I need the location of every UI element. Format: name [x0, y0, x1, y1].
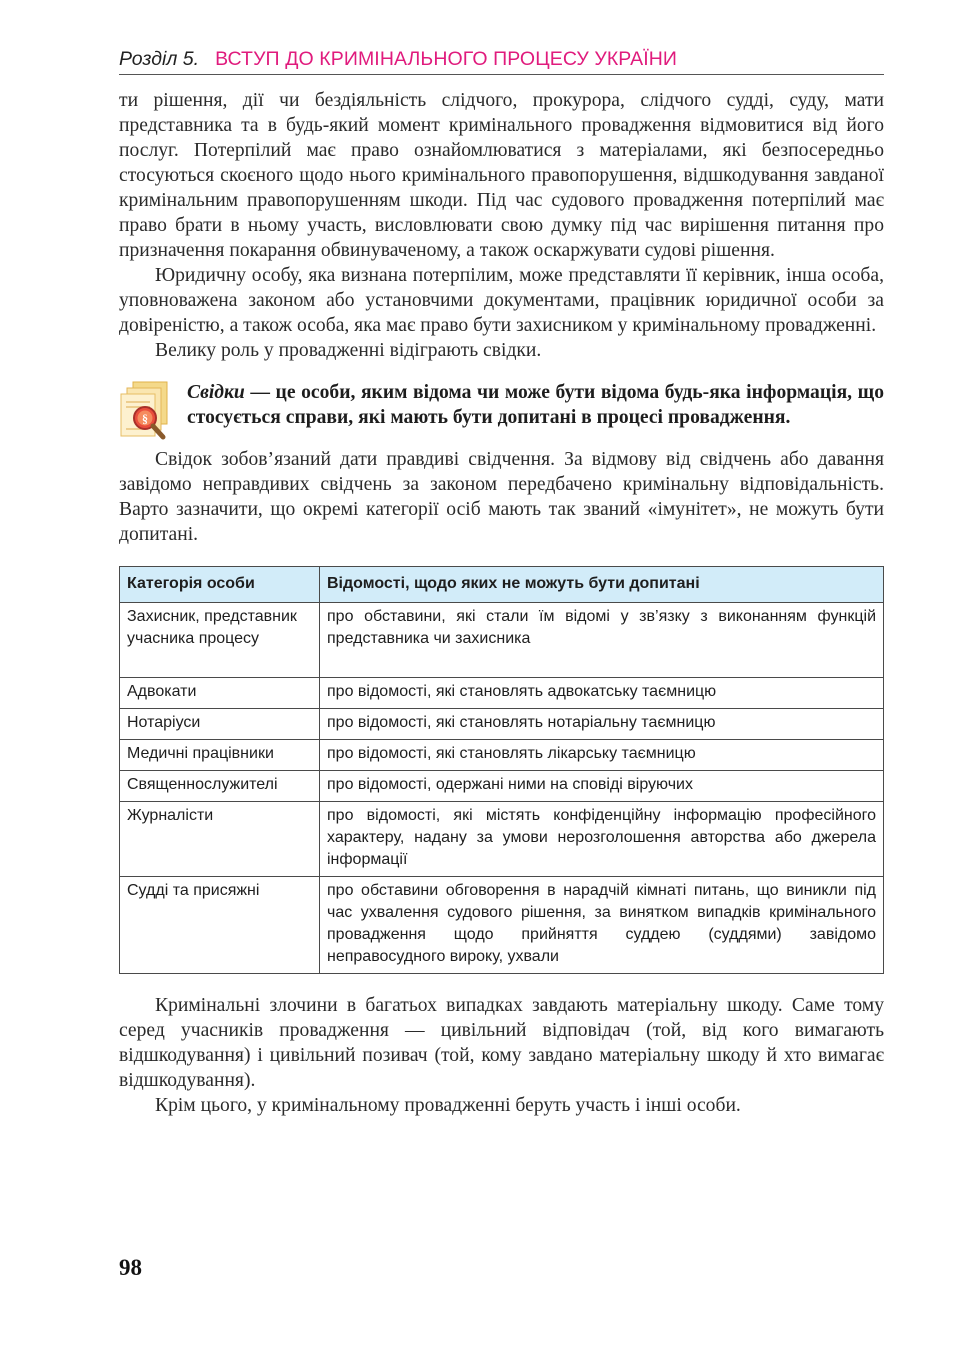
body-text-2: [119, 447, 884, 547]
table-cell-category: Судді та присяжні: [120, 877, 320, 974]
table-row: [120, 740, 884, 771]
table-row: [120, 771, 884, 802]
table-row: [120, 678, 884, 709]
definition-term: Свідки: [187, 382, 245, 403]
table-cell-info: про відомості, одержані ними на сповіді віруючих: [320, 771, 884, 802]
table-row: [120, 709, 884, 740]
page: [119, 44, 884, 1118]
paragraph-2: Юридичну особу, яка визнана потерпілим, може представляти її керівник, інша особа, уповноважена законом або установчими документами, працівник юридичної особи за довіреністю, а також особа, яка має право бути захисником у кримінальному провадженні.: [119, 265, 884, 336]
svg-text:§: §: [142, 411, 148, 426]
table-cell-info: про відомості, які містять конфіденційну інформацію професійного характеру, надану за умови нерозголошення авторства або джерела інформації: [320, 802, 884, 877]
definition-text: — це особи, яким відома чи може бути відома будь-яка інформація, що стосується справи, які мають бути допитані в процесі провадження.: [187, 382, 884, 428]
body-text-3: [119, 993, 884, 1118]
paragraph-3: Велику роль у провадженні відіграють свідки.: [155, 340, 542, 361]
page-number: 98: [119, 1255, 142, 1280]
table-cell-category: Журналісти: [120, 802, 320, 877]
table-cell-info: про обставини, які стали їм відомі у зв’язку з виконанням функцій представника чи захисника: [320, 603, 884, 678]
table-header-category: Категорія особи: [120, 567, 320, 603]
table-row: [120, 603, 884, 678]
table-cell-info: про відомості, які становлять нотаріальну таємницю: [320, 709, 884, 740]
definition-box: [119, 380, 884, 430]
paragraph-1: ти рішення, дії чи бездіяльність слідчого, прокурора, слідчого судді, суду, мати представника та в будь-який момент кримінального провадження відмовитися від його послуг. Потерпілий має право ознайомлюватися з матеріалами, які безпосередньо стосуються скоєного щодо нього кримінального правопорушення, відшкодування завданої кримінальним правопорушенням шкоди. Під час судового провадження потерпілий має право брати в ньому участь, висловлювати свою думку під час вирішення питання про призначення покарання обвинуваченому, а також оскаржувати судові рішення.: [119, 90, 884, 261]
paragraph-4: Свідок зобов’язаний дати правдиві свідчення. За відмову від свідчень або давання завідомо неправдивих свідчень за законом передбачено кримінальну відповідальність. Варто зазначити, що окремі категорії осіб мають так званий «імунітет», не можуть бути допитані.: [119, 449, 884, 545]
law-document-magnifier-icon: [119, 380, 173, 442]
table-cell-category: Адвокати: [120, 678, 320, 709]
table-cell-info: про відомості, які становлять лікарську таємницю: [320, 740, 884, 771]
table-row: [120, 877, 884, 974]
body-text: [119, 88, 884, 363]
paragraph-5: Кримінальні злочини в багатьох випадках завдають матеріальну шкоду. Саме тому серед учасників провадження — цивільний відповідач (той, від кого вимагають відшкодування) і цивільний позивач (той, кому завдано матеріальну шкоду й хто вимагає відшкодування).: [119, 995, 884, 1091]
table-cell-info: про обставини обговорення в нарадчій кімнаті питань, що виникли під час ухвалення судового рішення, за винятком випадків кримінального провадження щодо прийняття суддею (суддями) завідомо неправосудного вироку, ухвали: [320, 877, 884, 974]
table-header-info: Відомості, щодо яких не можуть бути допитані: [320, 567, 884, 603]
paragraph-6: Крім цього, у кримінальному провадженні беруть участь і інші особи.: [155, 1095, 741, 1116]
table-cell-category: Захисник, представник учасника процесу: [120, 603, 320, 678]
table-row: [120, 802, 884, 877]
table-header-row: [120, 567, 884, 603]
table-cell-info: про відомості, які становлять адвокатську таємницю: [320, 678, 884, 709]
section-label: Розділ 5.: [119, 48, 200, 70]
witness-immunity-table: [119, 566, 884, 974]
table-cell-category: Нотаріуси: [120, 709, 320, 740]
chapter-title: ВСТУП ДО КРИМІНАЛЬНОГО ПРОЦЕСУ УКРАЇНИ: [215, 48, 678, 70]
table-cell-category: Медичні працівники: [120, 740, 320, 771]
running-header: [119, 44, 884, 75]
table-cell-category: Священнослужителі: [120, 771, 320, 802]
